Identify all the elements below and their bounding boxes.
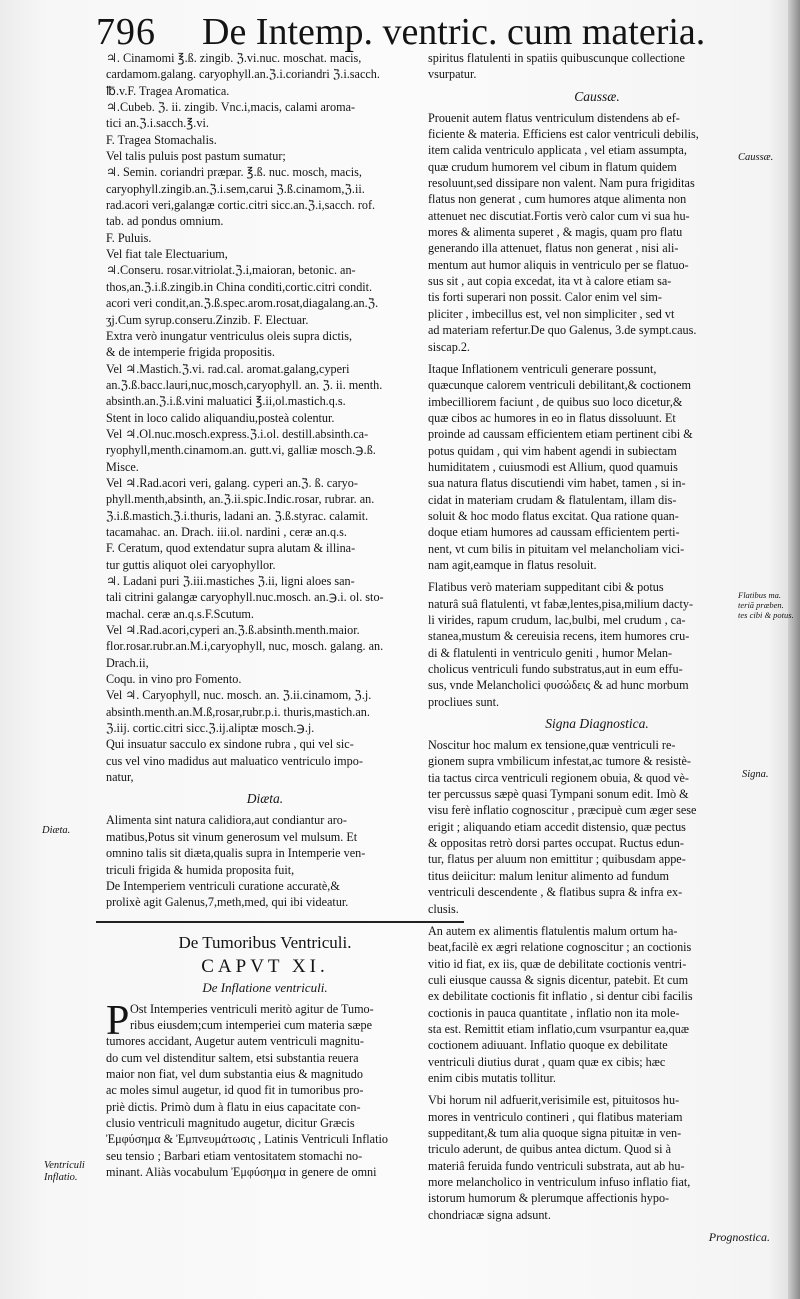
text-line: vsurpatur. <box>428 67 477 82</box>
text-line: minant. Aliàs vocabulum Ἐμφύσημα in genere de omni <box>106 1164 377 1179</box>
text-line: ʒj.Cum syrup.conseru.Zinzib. F. Electuar. <box>106 312 309 327</box>
margin-note-caussae: Caussæ. <box>738 152 774 163</box>
text-line: ♃. Cinamomi ℥.ß. zingib. ℨ.vi.nuc. moschat. macis, <box>106 51 362 65</box>
chapter-number: CAPVT XI. <box>201 955 329 977</box>
text-line: Itaque Inflationem ventriculi generare possunt, <box>428 361 657 376</box>
text-line: An autem ex alimentis flatulentis malum ortum ha- <box>428 923 678 938</box>
text-line: triculo aderunt, de quibus antea dictum. Quod si à <box>428 1142 672 1157</box>
diaeta-text <box>106 812 424 910</box>
text-line: ter percussus sæpè quasi Tympani sonum edit. Imò & <box>428 787 689 802</box>
text-line: natur, <box>106 770 134 785</box>
text-line: stanea,mustum & cereuisia recens, item humores cru- <box>428 629 690 644</box>
text-line: vitio id fiat, ex iis, quæ de debilitate coctionis ventri- <box>428 956 687 971</box>
text-line: mentum aut humor aliquis in ventriculo per se flatuo- <box>428 257 689 272</box>
catchword: Prognostica. <box>708 1230 770 1244</box>
text-line: Vel fiat tale Electuarium, <box>106 247 228 262</box>
text-line: flor.rosar.rubr.an.M.i,caryophyll, nuc, mosch. galang. an. <box>106 639 384 654</box>
text-line: nam agit,eamque in flatus resoluit. <box>428 557 597 572</box>
text-line: sus, vnde Melancholici φυσώδεις & ad hunc morbum <box>428 678 689 693</box>
chapter-heading <box>106 931 424 997</box>
prescription-text <box>106 50 424 785</box>
text-line: tab. ad pondus omnium. <box>106 214 224 229</box>
text-line: istorum humorum & plerumque affectionis hypo- <box>428 1191 670 1206</box>
text-line: F. Tragea Stomachalis. <box>106 132 217 147</box>
text-line: an.ℨ.ß.bacc.lauri,nuc,mosch,caryophyll. an. ℨ. ii. menth. <box>106 377 383 392</box>
text-line: imbecilliorem faciunt , de quibus suo loco dicetur,& <box>428 394 683 409</box>
text-line: coctionis in pauca quantitate , inflatio non ita mole- <box>428 1005 680 1020</box>
text-line: ex debilitate coctionis fit inflatio , si dentur cibi facilis <box>428 989 693 1004</box>
text-line: phyll.menth,absinth, an.ℨ.ii.spic.Indic.rosar, rubrar. an. <box>106 492 375 507</box>
text-line: siscap.2. <box>428 339 470 354</box>
right-column <box>428 50 766 1223</box>
text-line: cidat in materiam crudam & flatulentam, illam dis- <box>428 492 677 507</box>
text-line: humiditatem , cuiusmodi est Allium, quod quamuis <box>428 459 678 474</box>
text-line: quæ cibos ac humores in eo in flatus dissoluunt. Et <box>428 410 676 425</box>
text-line: prolixè agit Galenus,7,meth,med, qui ibi videatur. <box>106 895 349 910</box>
text-line: ℨ.i.ß.mastich.ℨ.i.thuris, ladani an. ℨ.ß.styrac. calamit. <box>106 508 369 523</box>
text-line: priè dictis. Primò dum à flatu in eius capacitate con- <box>106 1099 361 1114</box>
text-line: quæ crudum humorem vel cibum in flatum quidem <box>428 159 677 174</box>
text-line: & de intemperie frigida propositis. <box>106 345 275 360</box>
text-line: Flatibus verò materiam suppeditant cibi & potus <box>428 580 664 595</box>
text-line: ♃. Semin. coriandri præpar. ℥.ß. nuc. mosch, macis, <box>106 165 362 180</box>
text-line: ribus eiusdem;cum intemperiei cum materia sæpe <box>130 1017 372 1032</box>
text-line: F. Puluis. <box>106 230 152 245</box>
text-line: mores & alimenta superet , & magis, quam pro flatu <box>428 225 683 240</box>
text-line: suppeditant,& tum alia quoque signa pituitæ in ven- <box>428 1125 682 1140</box>
text-line: Alimenta sint natura calidiora,aut condiantur aro- <box>106 813 347 828</box>
text-line: nent, vt cum bilis in pituitam vel melancholiam vici- <box>428 541 685 556</box>
text-line: procliues sunt. <box>428 694 500 709</box>
text-line: triculi frigida & humida proposita fuit, <box>106 862 295 877</box>
text-line: quæcunque calorem ventriculi debilitant,& coctionem <box>428 378 691 393</box>
text-line: erigit ; aliquando etiam accedit distensio, quæ pectus <box>428 819 686 834</box>
text-line: ficiente & materia. Efficiens est calor ventriculi debilis, <box>428 127 699 142</box>
text-line: Misce. <box>106 459 139 474</box>
text-line: di & flatulenti in ventriculo geniti , humor Melan- <box>428 645 673 660</box>
text-line: Prouenit autem flatus ventriculum distendens ab ef- <box>428 110 680 125</box>
text-line: thos,an.ℨ.i.ß.zingib.in China conditi,cortic.citri condit. <box>106 279 373 294</box>
left-column <box>106 50 424 1180</box>
text-line: machal. ceræ an.q.s.F.Scutum. <box>106 606 254 621</box>
continued-text <box>428 50 766 83</box>
text-line: ad materiam refertur.De quo Galenus, 3.de sympt.caus. <box>428 323 697 338</box>
text-line: Ἐμφύσημα & Ἐμπνευμάτωσις , Latinis Ventriculi Inflatio <box>106 1132 388 1147</box>
text-line: ventriculi diutius durat , quam quæ ex cibis; hæc <box>428 1054 666 1069</box>
text-line: Ost Intemperies ventriculi meritò agitur de Tumo- <box>130 1001 374 1016</box>
page-number: 796 <box>96 11 156 53</box>
signa-paragraph <box>428 737 766 917</box>
text-line: F. Ceratum, quod extendatur supra alutam & illina- <box>106 541 356 556</box>
text-line: Vel talis puluis post pastum sumatur; <box>106 149 286 164</box>
text-line: Vel ♃.Ol.nuc.mosch.express.ℨ.i.ol. destill.absinth.ca- <box>106 426 369 441</box>
text-line: Extra verò inungatur ventriculus oleis supra dictis, <box>106 328 353 343</box>
text-line: visu ferè inflatio cognoscitur , præcipuè cum æger sese <box>428 803 697 818</box>
margin-note-signa: Signa. <box>742 769 769 780</box>
section-heading-diaeta: Diæta. <box>246 791 284 807</box>
drop-cap: P <box>106 997 130 1044</box>
text-line: Vbi horum nil adfuerit,verisimile est, pituitosos hu- <box>428 1093 680 1108</box>
text-line: clusio ventriculi magnitudo augetur, dicitur Græcis <box>106 1115 355 1130</box>
text-line: cus vel vino madidus aut maluatico ventriculo impo- <box>106 753 363 768</box>
text-line: attenuet nec discutiat.Fortis verò calor cum vi sua hu- <box>428 208 690 223</box>
signa-paragraph <box>428 1092 766 1223</box>
text-line: spiritus flatulenti in spatiis quibuscunque collectione <box>428 51 685 65</box>
text-line: ℨ.iij. cortic.citri sicc.ℨ.ij.aliptæ mosch.℈.j. <box>106 721 315 736</box>
text-line: item calida ventriculo applicata , vel etiam assumpta, <box>428 143 687 158</box>
caussae-paragraph <box>428 110 766 355</box>
running-title: De Intemp. ventric. cum materia. <box>202 11 706 53</box>
text-line: seu tensio ; Barbari etiam ventositatem stomachi no- <box>106 1148 363 1163</box>
text-line: cardamom.galang. caryophyll.an.ℨ.i.coriandri ℨ.i.sacch. <box>106 67 380 82</box>
text-line: Stent in loco calido aliquandiu,posteà colentur. <box>106 410 335 425</box>
text-line: do cum vel distenditur saltem, etsi substantia reuera <box>106 1050 359 1065</box>
text-line: cholicus ventriculi fundo substratus,aut in eum effu- <box>428 662 683 677</box>
text-line: Vel ♃. Caryophyll, nuc. mosch. an. ℨ.ii.cinamom, ℨ.j. <box>106 688 372 703</box>
caussae-paragraph <box>428 361 766 573</box>
text-line: coctionem adiuuant. Inflatio quoque ex debilitate <box>428 1038 668 1053</box>
chapter-subtitle: De Inflatione ventriculi. <box>202 979 328 995</box>
text-line: caryophyll.zingib.an.ℨ.i.sem,carui ℨ.ß.cinamom,ℨ.ii. <box>106 181 365 196</box>
text-line: Noscitur hoc malum ex tensione,quæ ventriculi re- <box>428 738 676 753</box>
section-heading-caussae: Caussæ. <box>574 88 620 104</box>
margin-note-ventriculi-inflatio: Ventriculi Inflatio. <box>44 1160 85 1183</box>
text-line: matibus,Potus sit vinum generosum vel mulsum. Et <box>106 829 358 844</box>
text-line: tici an.ℨ.i.sacch.℥.vi. <box>106 116 209 131</box>
text-line: materiâ feruida fundo ventriculi substrata, aut ab hu- <box>428 1158 685 1173</box>
text-line: tali citrini galangæ caryophyll.nuc.mosch. an.℈.i. ol. sto- <box>106 590 384 605</box>
text-line: Qui insuatur sacculo ex sindone rubra , qui vel sic- <box>106 737 354 752</box>
text-line: omnino talis sit diæta,qualis supra in Intemperie ven- <box>106 846 366 861</box>
text-line: Coqu. in vino pro Fomento. <box>106 672 242 687</box>
text-line: rad.acori veri,galangæ cortic.citri sicc.an.ℨ.i,sacch. rof. <box>106 198 376 213</box>
text-line: ♃. Ladani puri ℨ.iii.mastiches ℨ.ii, ligni aloes san- <box>106 574 355 588</box>
text-line: soluit & hoc modo flatus excitat. Qua ratione quan- <box>428 508 679 523</box>
text-line: resoluunt,sed dissipare non valent. Nam pura frigiditas <box>428 176 695 191</box>
text-line: ac moles simul augetur, id quod fit in tumoribus pro- <box>106 1083 364 1098</box>
section-heading-signa: Signa Diagnostica. <box>545 716 649 732</box>
text-line: proinde ad caussam efficientem etiam pertinent cibi & <box>428 427 693 442</box>
text-line: titus deiicitur: malum lenitur alimento ad fundum <box>428 868 669 883</box>
chapter-opening <box>106 997 424 1181</box>
text-line: tis forti superari non possit. Calor enim vel sim- <box>428 290 662 305</box>
text-line: clusis. <box>428 901 459 916</box>
text-line: culi eiusque caussa & signis dicentur, patebit. Et cum <box>428 972 689 987</box>
text-line: tur guttis aliquot olei caryophyllor. <box>106 557 276 572</box>
text-line: sua natura flatus discutiendi vim habet, tamen , si in- <box>428 476 686 491</box>
text-line: more melancholico in ventriculum infuso inflatio fiat, <box>428 1175 691 1189</box>
running-head <box>96 8 756 54</box>
chapter-body-text <box>106 997 424 1181</box>
text-line: De Intemperiem ventriculi curatione accuratè,& <box>106 878 340 893</box>
text-line: Drach.ii, <box>106 655 149 670</box>
chapter-divider <box>96 921 464 923</box>
text-line: ♃.Cubeb. ℨ. ii. zingib. Vnc.i,macis, calami aroma- <box>106 100 356 115</box>
text-line: maior non fiat, vel dum substantia eius & magnitudo <box>106 1066 363 1081</box>
text-line: gionem supra vmbilicum infestat,ac tumore & resistè- <box>428 754 691 769</box>
text-line: chondriacæ signa adsunt. <box>428 1207 551 1222</box>
text-line: ventriculi descendente , & flatibus supra & infra ex- <box>428 885 683 900</box>
text-line: sus sit , aut copia excedat, ita vt à calore etiam sa- <box>428 274 672 289</box>
text-line: tur, flatus per aluum non emittitur ; quibusdam appe- <box>428 852 686 867</box>
text-line: ryophyll,menth.cinamom.an. gutt.vi, galliæ mosch.℈.ß. <box>106 443 376 458</box>
text-line: flatus non generat , cum humores atque alimenta non <box>428 192 687 207</box>
text-line: Vel ♃.Rad.acori,cyperi an.ℨ.ß.absinth.menth.maior. <box>106 623 360 638</box>
text-line: absinth.an.ℨ.i.ß.vini maluatici ℥.ii,ol.mastich.q.s. <box>106 394 346 409</box>
text-line: ♃.Conseru. rosar.vitriolat.ℨ.i,maioran, betonic. an- <box>106 263 356 278</box>
text-line: Vel ♃.Mastich.ℨ.vi. rad.cal. aromat.galang,cyperi <box>106 361 350 376</box>
margin-note-diaeta: Diæta. <box>42 825 71 836</box>
text-line: tacamahac. an. Drach. iii.ol. nardini , ceræ an.q.s. <box>106 524 347 539</box>
text-line: beat,facilè ex ægri relatione cognoscitur ; an coctionis <box>428 940 692 955</box>
text-line: mores in ventriculo contineri , qui flatibus materiam <box>428 1109 683 1124</box>
text-line: sta est. Remittit etiam inflatio,cum vsurpantur ea,quæ <box>428 1021 689 1036</box>
text-line: ℔.v.F. Tragea Aromatica. <box>106 83 230 98</box>
caussae-paragraph <box>428 579 766 710</box>
text-line: doque etiam humores ad caussam efficientem perti- <box>428 525 680 540</box>
text-line: absinth.menth.an.M.ß,rosar,rubr.p.i. thuris,mastich.an. <box>106 704 370 719</box>
text-line: tia tactus circa ventriculi regionem obuia, & quod vè- <box>428 770 689 785</box>
text-line: naturâ suâ flatulenti, vt fabæ,lentes,pisa,milium dacty- <box>428 596 694 611</box>
text-line: tumores accidant, Augetur autem ventriculi magnitu- <box>106 1034 364 1049</box>
text-line: Vel ♃.Rad.acori veri, galang. cyperi an.ℨ. ß. caryo- <box>106 475 358 490</box>
text-line: acori veri condit,an.ℨ.ß.spec.arom.rosat,diagalang.an.ℨ. <box>106 296 379 311</box>
text-line: & oppositas retrò dorsi partes occupat. Ructus edun- <box>428 836 684 851</box>
page-edge-shadow <box>788 0 800 1299</box>
margin-note-flatibus: Flatibus ma. teriā præben. tes cibi & potus. <box>738 590 794 620</box>
text-line: potus quidam , qui vim habent agendi in subiectam <box>428 443 677 458</box>
text-line: li virides, rapum crudum, lac,bulbi, mel crudum , ca- <box>428 613 686 627</box>
signa-paragraph <box>428 923 766 1086</box>
text-line: pliciter , imbecillus est, vel non simpliciter , sed vt <box>428 306 675 321</box>
text-line: generando illa attenuet, flatus non generat , nisi ali- <box>428 241 679 256</box>
chapter-title: De Tumoribus Ventriculi. <box>178 932 352 952</box>
text-line: enim cibis mutatis tollitur. <box>428 1070 556 1085</box>
